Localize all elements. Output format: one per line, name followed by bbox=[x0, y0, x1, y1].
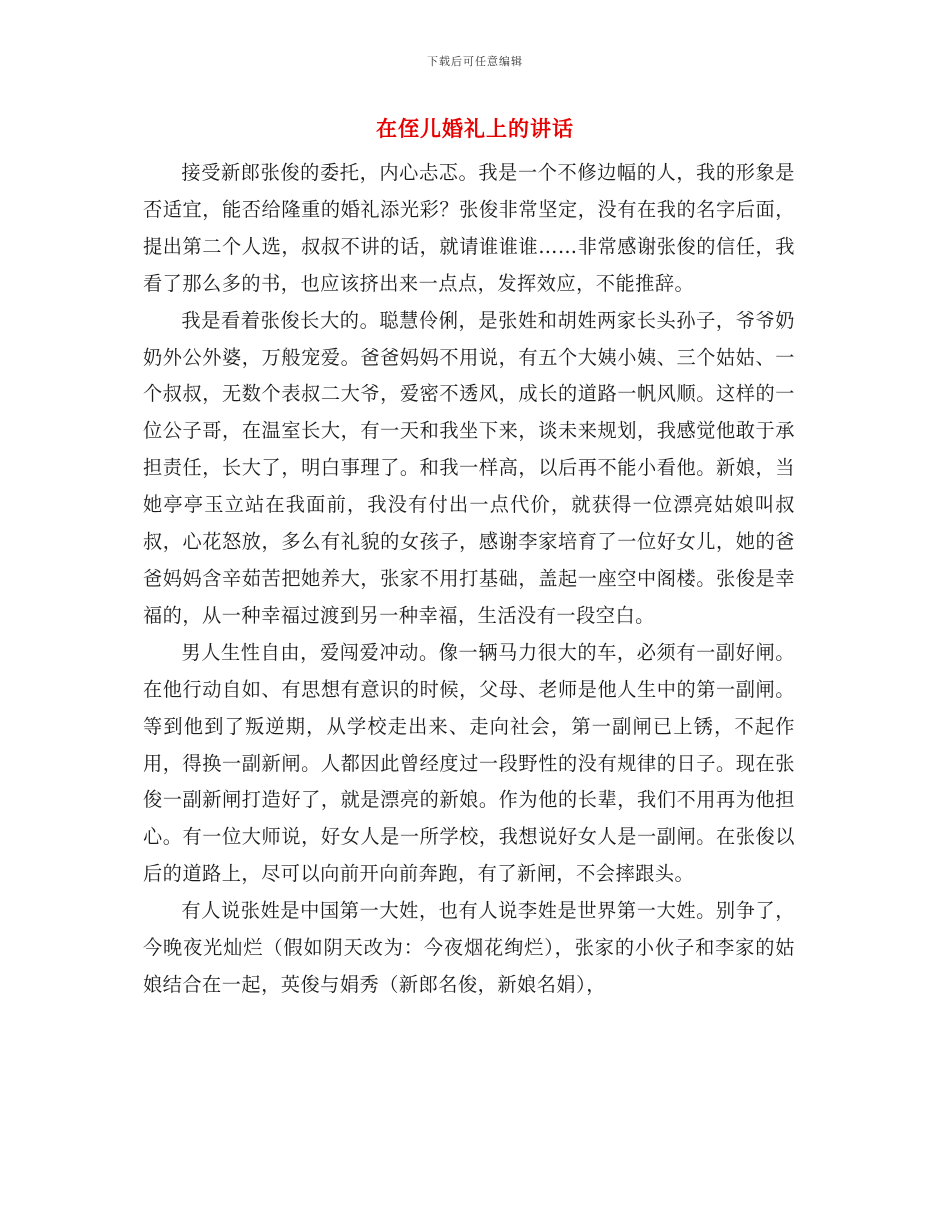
paragraph: 有人说张姓是中国第一大姓，也有人说李姓是世界第一大姓。别争了，今晚夜光灿烂（假如阴天改为：今夜烟花绚烂），张家的小伙子和李家的姑娘结合在一起，英俊与娟秀（新郎名俊，新娘名娟）， bbox=[143, 899, 795, 996]
paragraph: 我是看着张俊长大的。聪慧伶俐，是张姓和胡姓两家长头孙子，爷爷奶奶外公外婆，万般宠爱。爸爸妈妈不用说，有五个大姨小姨、三个姑姑、一个叔叔，无数个表叔二大爷，爱密不透风，成长的道路一帆风顺。这样的一位公子哥，在温室长大，有一天和我坐下来，谈未来规划，我感觉他敢于承担责任，长大了，明白事理了。和我一样高，以后再不能小看他。新娘，当她亭亭玉立站在我面前，我没有付出一点代价，就获得一位漂亮姑娘叫叔叔，心花怒放，多么有礼貌的女孩子，感谢李家培育了一位好女儿，她的爸爸妈妈含辛茹苦把她养大，张家不用打基础，盖起一座空中阁楼。张俊是幸福的，从一种幸福过渡到另一种幸福，生活没有一段空白。 bbox=[143, 308, 795, 627]
page-header-note: 下载后可任意编辑 bbox=[427, 55, 523, 68]
document-title: 在侄儿婚礼上的讲话 bbox=[376, 116, 574, 141]
paragraph: 男人生性自由，爱闯爱冲动。像一辆马力很大的车，必须有一副好闸。在他行动自如、有思想有意识的时候，父母、老师是他人生中的第一副闸。等到他到了叛逆期，从学校走出来、走向社会，第一副闸已上锈，不起作用，得换一副新闸。人都因此曾经度过一段野性的没有规律的日子。现在张俊一副新闸打造好了，就是漂亮的新娘。作为他的长辈，我们不用再为他担心。有一位大师说，好女人是一所学校，我想说好女人是一副闸。在张俊以后的道路上，尽可以向前开向前奔跑，有了新闸，不会摔跟头。 bbox=[143, 640, 795, 886]
document-body bbox=[143, 155, 795, 1004]
paragraph: 接受新郎张俊的委托，内心忐忑。我是一个不修边幅的人，我的形象是否适宜，能否给隆重的婚礼添光彩？张俊非常坚定，没有在我的名字后面，提出第二个人选，叔叔不讲的话，就请谁谁谁……非常感谢张俊的信任，我看了那么多的书，也应该挤出来一点点，发挥效应，不能推辞。 bbox=[143, 161, 795, 295]
